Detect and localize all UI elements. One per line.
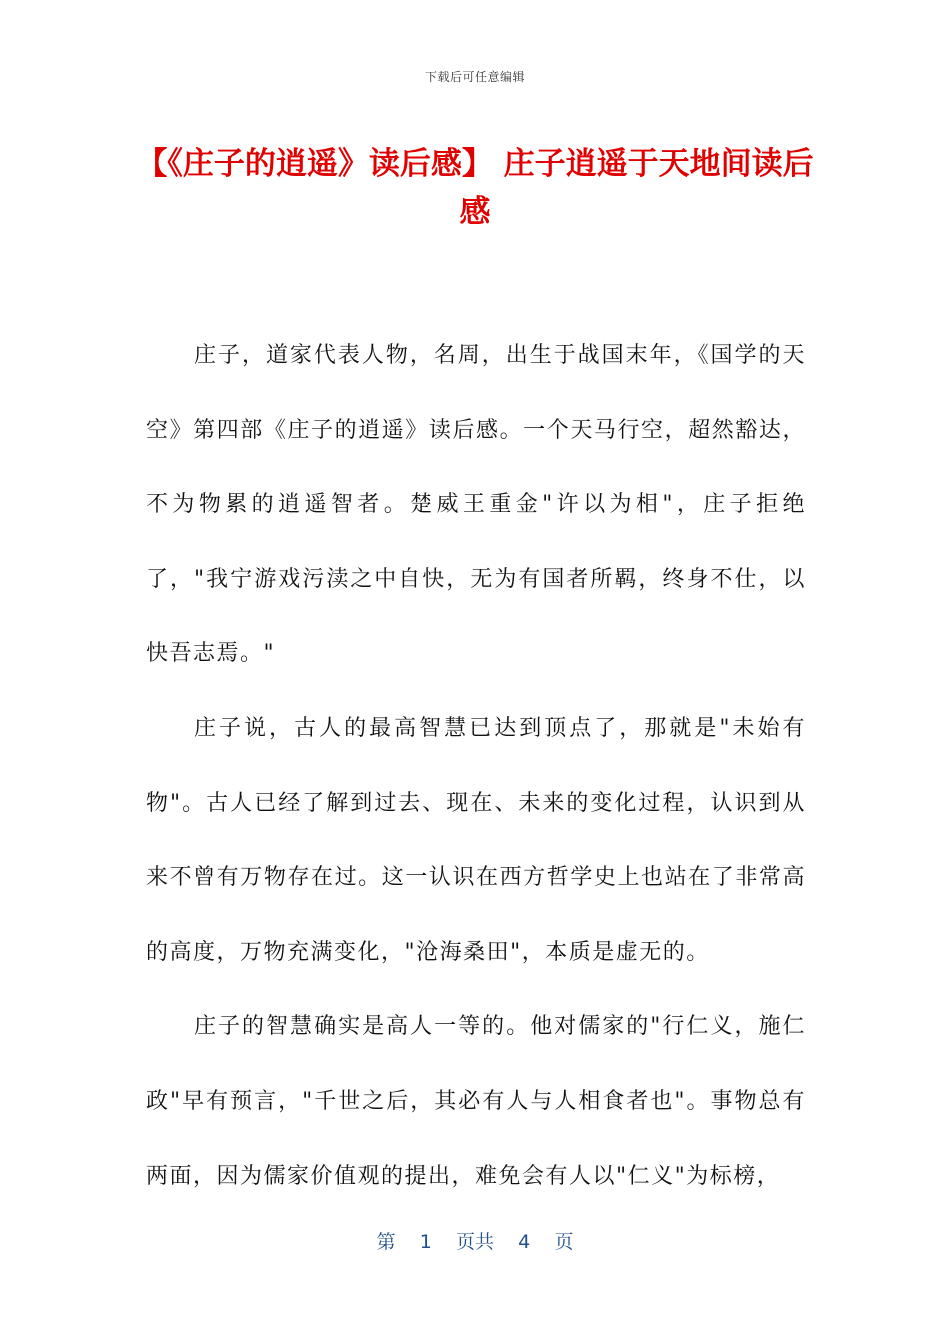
paragraph-3: 庄子的智慧确实是高人一等的。他对儒家的"行仁义，施仁政"早有预言，"千世之后，其必有人与人相食者也"。事物总有两面，因为儒家价值观的提出，难免会有人以"仁义"为标榜， — [146, 1014, 806, 1189]
document-body — [146, 319, 806, 1214]
footer-prefix: 第 — [376, 1231, 396, 1253]
footer-total-pages: 4 — [518, 1231, 531, 1253]
footer-current-page: 1 — [419, 1231, 432, 1253]
header-note: 下载后可任意编辑 — [424, 70, 525, 84]
page-footer — [0, 1227, 950, 1254]
footer-suffix: 页 — [554, 1231, 574, 1253]
document-title: 【《庄子的逍遥》读后感】 庄子逍遥于天地间读后感 — [136, 146, 814, 230]
paragraph-2: 庄子说，古人的最高智慧已达到顶点了，那就是"未始有物"。古人已经了解到过去、现在、未来的变化过程，认识到从来不曾有万物存在过。这一认识在西方哲学史上也站在了非常高的高度，万物充满变化，"沧海桑田"，本质是虚无的。 — [146, 715, 806, 965]
paragraph-1: 庄子，道家代表人物，名周，出生于战国末年，《国学的天空》第四部《庄子的逍遥》读后感。一个天马行空，超然豁达，不为物累的逍遥智者。楚威王重金"许以为相"，庄子拒绝了，"我宁游戏污渎之中自快，无为有国者所羁，终身不仕，以快吾志焉。" — [146, 343, 806, 667]
footer-middle: 页共 — [455, 1231, 494, 1253]
